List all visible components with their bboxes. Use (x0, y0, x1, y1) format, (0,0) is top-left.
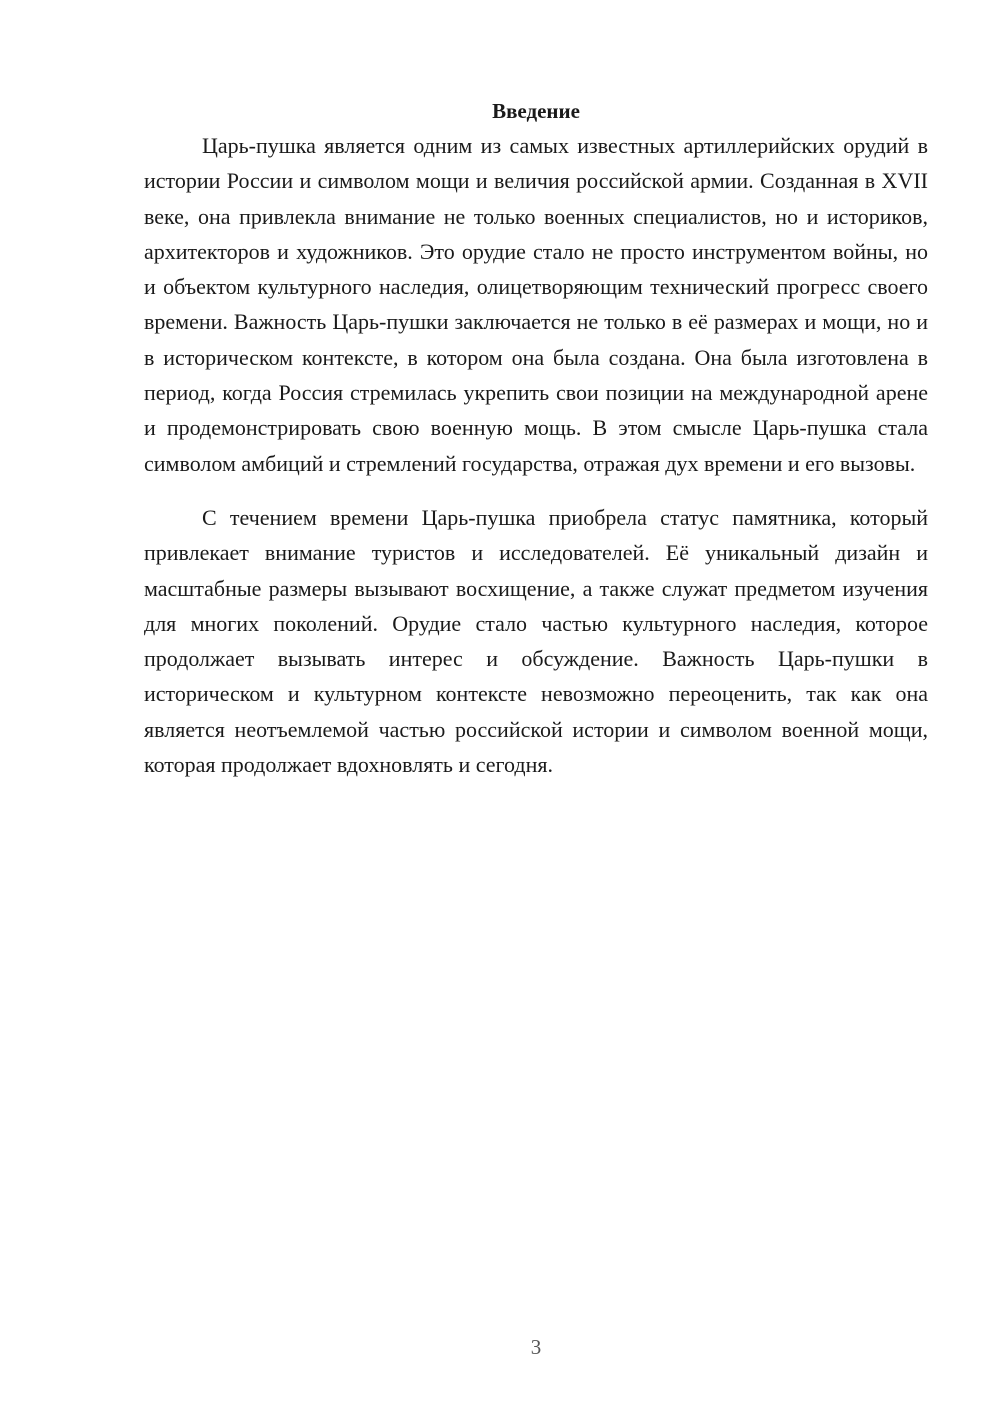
section-heading: Введение (492, 99, 580, 123)
page-number: 3 (530, 1335, 542, 1359)
paragraph-2: С течением времени Царь-пушка приобрела статус памятника, который привлекает внимание туристов и исследователей. Её уникальный дизайн и масштабные размеры вызывают восхищение, а также служат предметом изучения для многих поколений. Орудие стало частью культурного наследия, которое продолжает вызывать интерес и обсуждение. Важность Царь-пушки в историческом и культурном контексте невозможно переоценить, так как она является неотъемлемой частью российской истории и символом военной мощи, которая продолжает вдохновлять и сегодня. (144, 504, 928, 778)
page-content (144, 96, 928, 782)
paragraph-1: Царь-пушка является одним из самых известных артиллерийских орудий в истории России и символом мощи и величия российской армии. Созданная в XVII веке, она привлекла внимание не только военных специалистов, но и историков, архитекторов и художников. Это орудие стало не просто инструментом войны, но и объектом культурного наследия, олицетворяющим технический прогресс своего времени. Важность Царь-пушки заключается не только в её размерах и мощи, но и в историческом контексте, в котором она была создана. Она была изготовлена в период, когда Россия стремилась укрепить свои позиции на международной арене и продемонстрировать свою военную мощь. В этом смысле Царь-пушка стала символом амбиций и стремлений государства, отражая дух времени и его вызовы. (144, 133, 928, 476)
